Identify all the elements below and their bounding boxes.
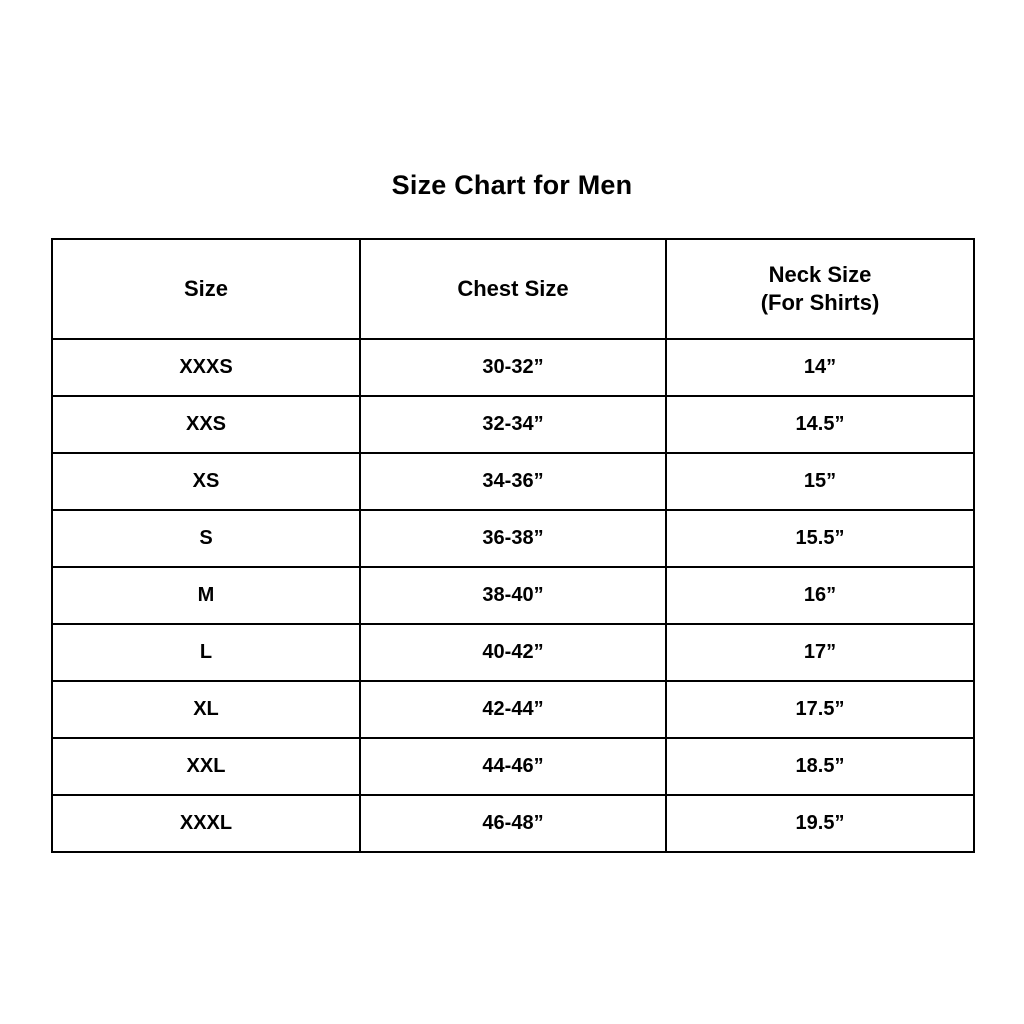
cell-size: M [52,567,360,624]
column-header-neck-size [666,239,974,339]
column-header-neck-size-sublabel: (For Shirts) [760,290,880,315]
cell-chest: 42-44” [360,681,666,738]
table-header-row [52,239,974,339]
page-title: Size Chart for Men [391,170,633,200]
cell-size: L [52,624,360,681]
table-body [52,339,974,852]
table-header [52,239,974,339]
cell-neck: 15.5” [666,510,974,567]
cell-chest: 38-40” [360,567,666,624]
cell-neck: 16” [666,567,974,624]
cell-chest: 44-46” [360,738,666,795]
cell-chest: 30-32” [360,339,666,396]
cell-neck: 18.5” [666,738,974,795]
table-row [52,795,974,852]
cell-size: XXL [52,738,360,795]
cell-size: XXS [52,396,360,453]
cell-neck: 19.5” [666,795,974,852]
cell-size: XS [52,453,360,510]
table-row [52,681,974,738]
table-row [52,453,974,510]
column-header-chest-size [360,239,666,339]
cell-size: XXXS [52,339,360,396]
size-chart-table-container [51,238,973,853]
cell-chest: 46-48” [360,795,666,852]
table-row [52,567,974,624]
table-row [52,396,974,453]
cell-size: XXXL [52,795,360,852]
cell-chest: 40-42” [360,624,666,681]
column-header-size [52,239,360,339]
column-header-size-label: Size [183,275,229,301]
table-row [52,510,974,567]
cell-neck: 17” [666,624,974,681]
cell-neck: 15” [666,453,974,510]
table-row [52,339,974,396]
table-row [52,624,974,681]
cell-chest: 32-34” [360,396,666,453]
column-header-neck-size-label: Neck Size [768,261,872,287]
cell-neck: 14.5” [666,396,974,453]
table-row [52,738,974,795]
cell-size: S [52,510,360,567]
cell-chest: 36-38” [360,510,666,567]
cell-size: XL [52,681,360,738]
column-header-chest-size-label: Chest Size [457,275,569,301]
cell-neck: 17.5” [666,681,974,738]
cell-chest: 34-36” [360,453,666,510]
cell-neck: 14” [666,339,974,396]
size-chart-table [51,238,975,853]
